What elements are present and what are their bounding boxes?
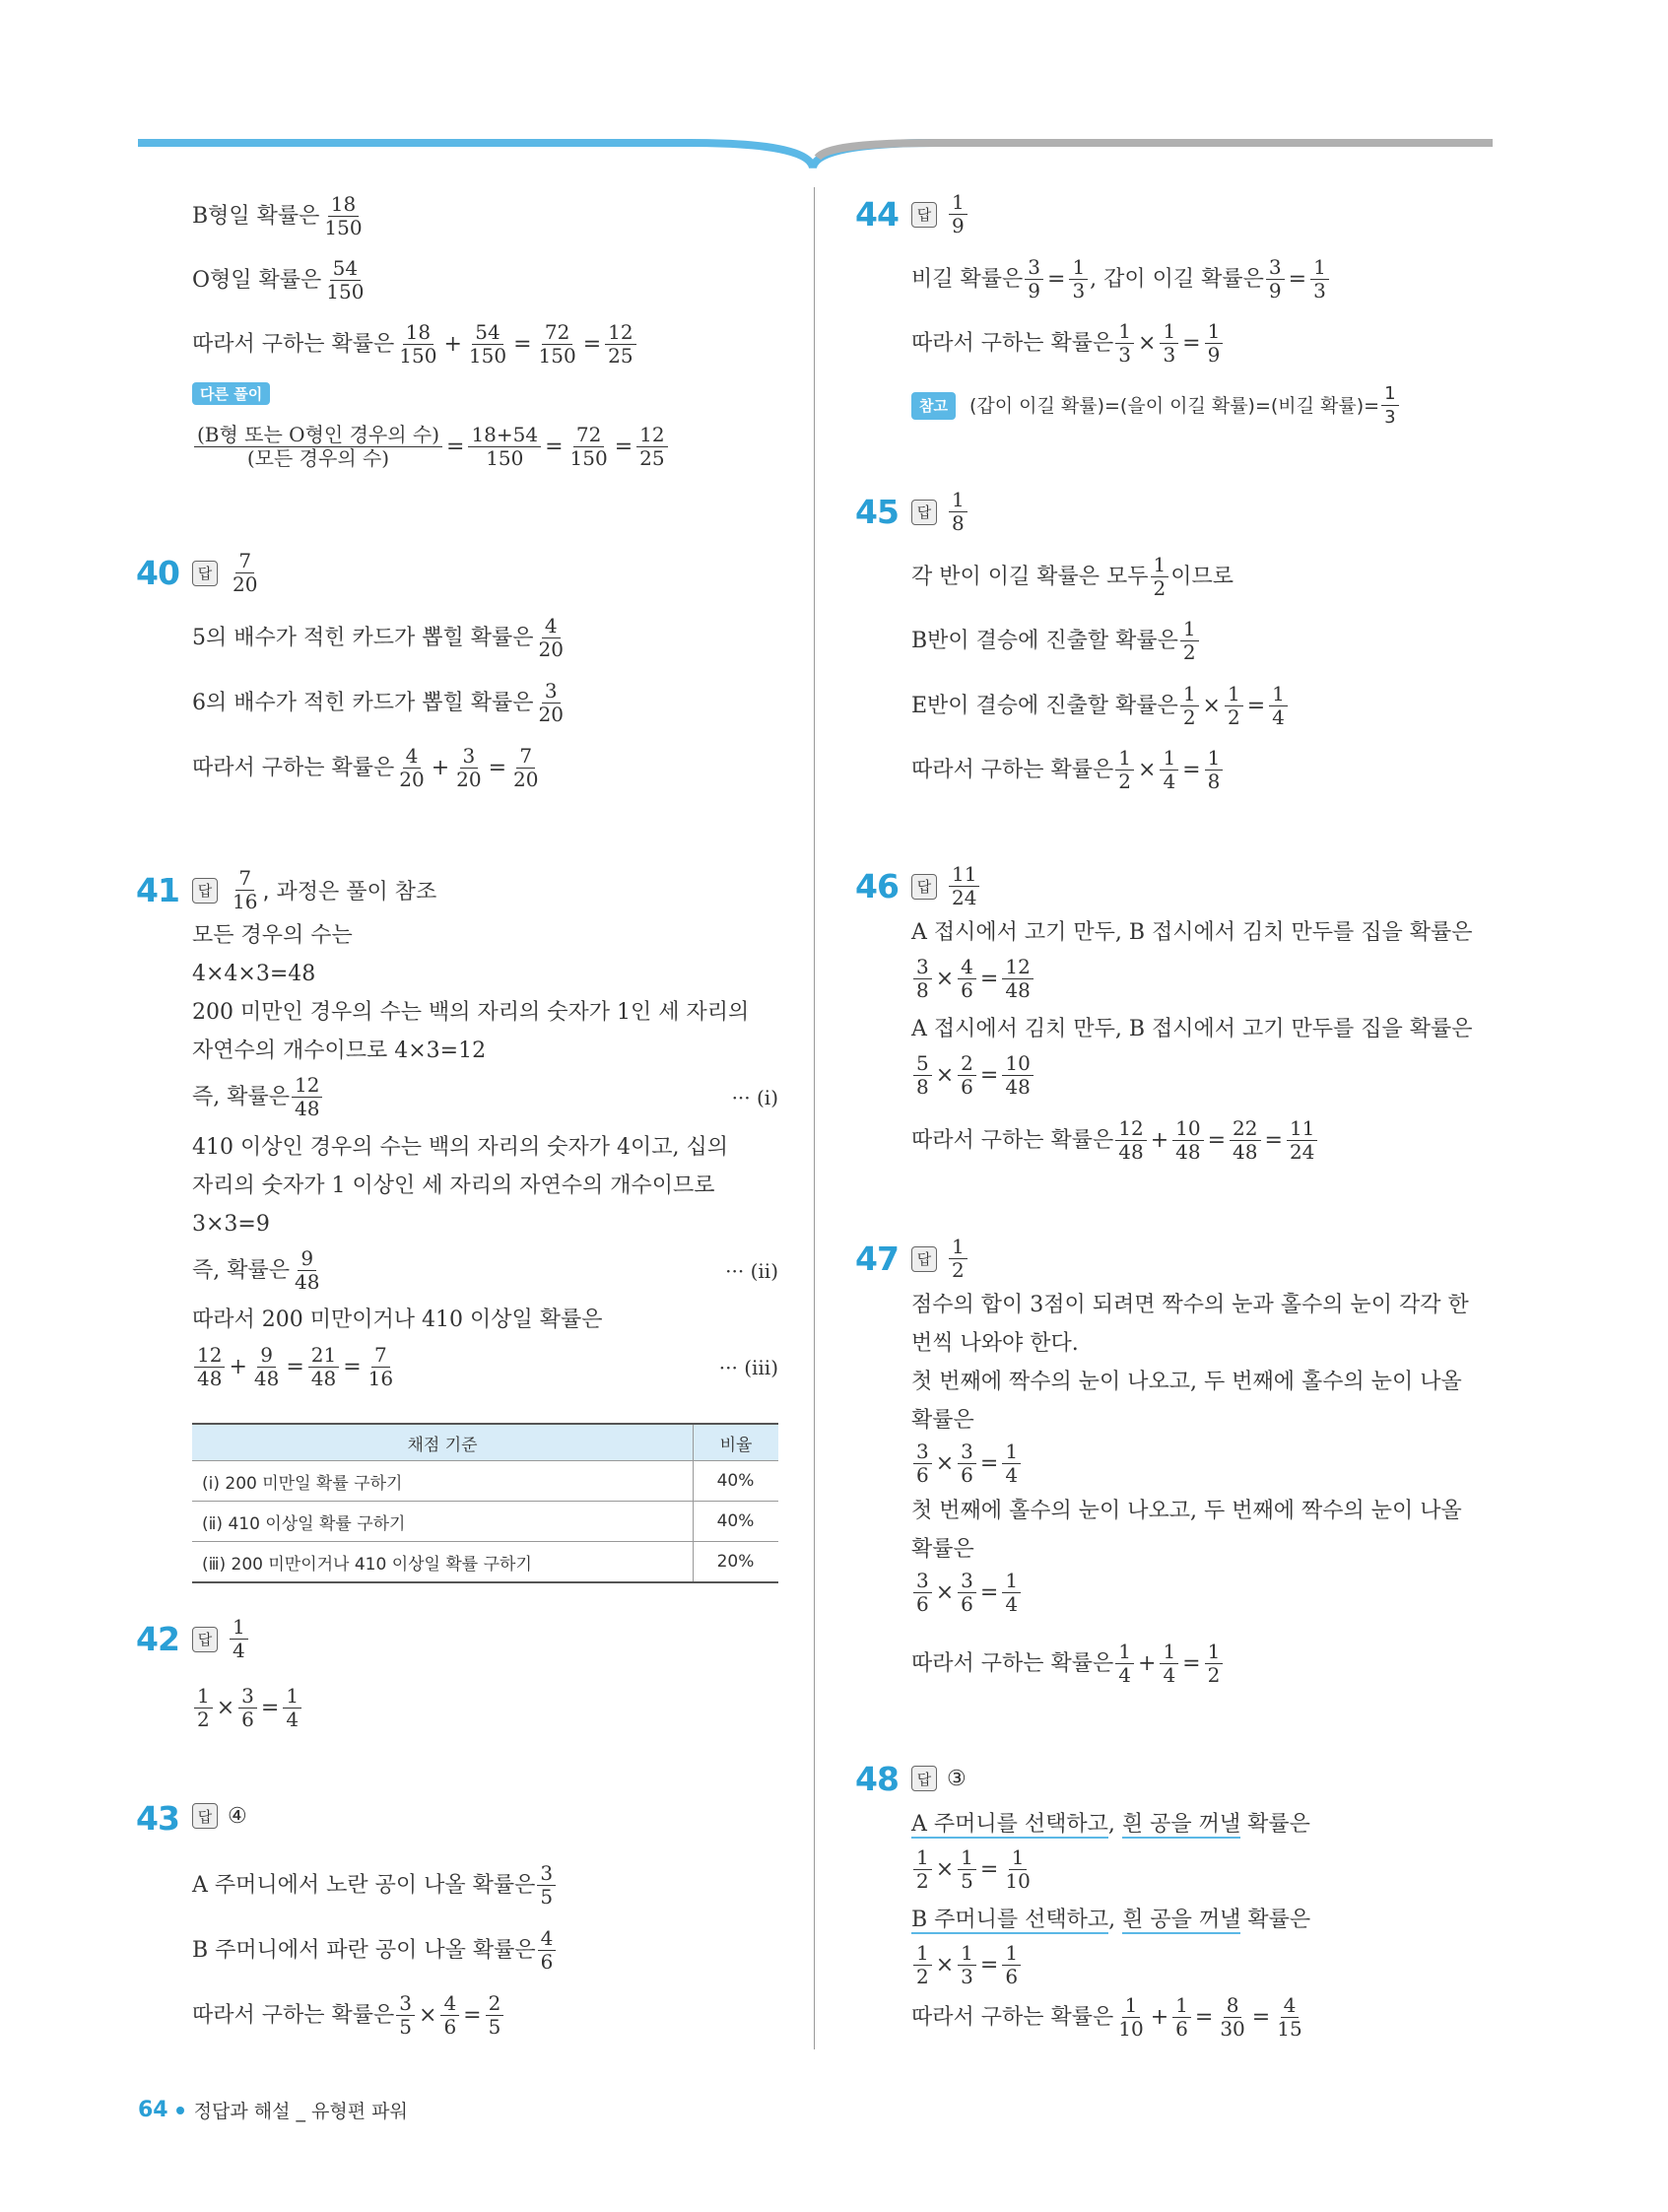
p40-line-1: 5의 배수가 적힌 카드가 뽑힐 확률은 $\frac{4}{20}$ — [192, 614, 564, 661]
problem-41-answer: 답 $\frac{7}{16}$ , 과정은 풀이 참조 — [192, 867, 436, 913]
p47-line-2: $\frac{3}{6}$ × $\frac{3}{6}$ = $\frac{1}{4}$ — [911, 1570, 1023, 1616]
p42-line-1: $\frac{1}{2}$ × $\frac{3}{6}$ = $\frac{1}{4}$ — [192, 1685, 303, 1731]
problem-46-number: 46 — [855, 867, 899, 905]
p47-text-3: 첫 번째에 짝수의 눈이 나오고, 두 번째에 홀수의 눈이 나올 — [911, 1370, 1462, 1394]
p40-line-3: 따라서 구하는 확률은 $\frac{4}{20}$ + $\frac{3}{20}$ = $\frac{7}{20}$ — [192, 744, 539, 791]
scoring-table — [192, 1423, 778, 1583]
table-row: (ⅲ) 200 미만이거나 410 이상일 확률 구하기 20% — [192, 1542, 778, 1583]
p47-text-6: 확률은 — [911, 1537, 974, 1562]
p41-text-3: 200 미만인 경우의 수는 백의 자리의 숫자가 1인 세 자리의 — [192, 1000, 750, 1025]
p47-line-3: 따라서 구하는 확률은 $\frac{1}{4}$ + $\frac{1}{4}$ = $\frac{1}{2}$ — [911, 1641, 1225, 1687]
p41-line-11: $\frac{12}{48}$ + $\frac{9}{48}$ = $\frac{21}{48}$ = $\frac{7}{16}$ ··· (ⅲ) — [192, 1344, 778, 1390]
p48-text-2: B 주머니를 선택하고, 흰 공을 꺼낼 확률은 — [911, 1908, 1311, 1932]
p46-text-1: A 접시에서 고기 만두, B 접시에서 김치 만두를 집을 확률은 — [911, 920, 1473, 945]
problem-41-number: 41 — [136, 871, 179, 909]
top-decorative-bar — [138, 138, 1493, 177]
p45-line-4: 따라서 구하는 확률은 $\frac{1}{2}$ × $\frac{1}{4}$ = $\frac{1}{8}$ — [911, 747, 1225, 793]
p41-line-5: 즉, 확률은 $\frac{12}{48}$ ··· (ⅰ) — [192, 1073, 778, 1120]
p45-line-1: 각 반이 이길 확률은 모두 $\frac{1}{2}$ 이므로 — [911, 553, 1234, 600]
alt-solution-tag: 다른 풀이 — [192, 382, 270, 405]
p44-reference: 참고 (갑이 이길 확률)=(을이 이길 확률)=(비길 확률)= $\frac{1}{3}$ — [911, 382, 1401, 429]
p44-line-1: 비길 확률은 $\frac{3}{9}$ = $\frac{1}{3}$ , 갑이 이길 확률은 $\frac{3}{9}$ = $\frac{1}{3}$ — [911, 256, 1331, 302]
p41-text-10: 따라서 200 미만이거나 410 이상일 확률은 — [192, 1307, 603, 1332]
problem-47-answer: 답 $\frac{1}{2}$ — [911, 1236, 969, 1282]
problem-45-answer: 답 $\frac{1}{8}$ — [911, 489, 969, 535]
problem-47-number: 47 — [855, 1240, 899, 1278]
bullet-dot-icon — [176, 2107, 184, 2114]
p43-line-1: A 주머니에서 노란 공이 나올 확률은 $\frac{3}{5}$ — [192, 1862, 558, 1909]
cont-line-2: O형일 확률은 $\frac{54}{150}$ — [192, 256, 365, 303]
p46-line-3: 따라서 구하는 확률은 $\frac{12}{48}$ + $\frac{10}{48}$ = $\frac{22}{48}$ = $\frac{11}{24}$ — [911, 1117, 1319, 1164]
p46-line-1: $\frac{3}{8}$ × $\frac{4}{6}$ = $\frac{12}{48}$ — [911, 956, 1035, 1002]
problem-48-number: 48 — [855, 1760, 899, 1798]
p41-line-9: 즉, 확률은 $\frac{9}{48}$ ··· (ⅱ) — [192, 1246, 778, 1294]
p40-line-2: 6의 배수가 적힌 카드가 뽑힐 확률은 $\frac{3}{20}$ — [192, 679, 564, 726]
page-number: 64 — [138, 2098, 168, 2122]
table-row: (ⅰ) 200 미만일 확률 구하기 40% — [192, 1461, 778, 1502]
p45-line-2: B반이 결승에 진출할 확률은 $\frac{1}{2}$ — [911, 618, 1201, 664]
p41-text-6: 410 이상인 경우의 수는 백의 자리의 숫자가 4이고, 십의 — [192, 1135, 728, 1160]
p48-text-1: A 주머니를 선택하고, 흰 공을 꺼낼 확률은 — [911, 1812, 1310, 1837]
cont-line-3: 따라서 구하는 확률은 $\frac{18}{150}$ + $\frac{54}{150}$ = $\frac{72}{150}$ = $\frac{12}{25}$ — [192, 321, 638, 368]
problem-48-answer: 답 ③ — [911, 1766, 967, 1791]
p41-text-4: 자연수의 개수이므로 4×3=12 — [192, 1039, 487, 1063]
page-footer — [138, 2097, 408, 2123]
p46-line-2: $\frac{5}{8}$ × $\frac{2}{6}$ = $\frac{10}{48}$ — [911, 1052, 1035, 1099]
problem-44-number: 44 — [855, 195, 899, 234]
p41-text-1: 모든 경우의 수는 — [192, 923, 353, 948]
cont-line-1: B형일 확률은 $\frac{18}{150}$ — [192, 192, 363, 239]
problem-42-answer: 답 $\frac{1}{4}$ — [192, 1616, 250, 1662]
p47-line-1: $\frac{3}{6}$ × $\frac{3}{6}$ = $\frac{1}{4}$ — [911, 1441, 1023, 1487]
scoring-header-criteria: 채점 기준 — [192, 1424, 694, 1461]
p47-text-5: 첫 번째에 홀수의 눈이 나오고, 두 번째에 짝수의 눈이 나올 — [911, 1499, 1462, 1523]
problem-45-number: 45 — [855, 493, 899, 531]
p43-line-3: 따라서 구하는 확률은 $\frac{3}{5}$ × $\frac{4}{6}$ = $\frac{2}{5}$ — [192, 1992, 505, 2039]
column-divider — [814, 187, 815, 2049]
problem-40-number: 40 — [136, 554, 179, 592]
scoring-header-ratio: 비율 — [694, 1424, 779, 1461]
table-row: (ⅱ) 410 이상일 확률 구하기 40% — [192, 1502, 778, 1542]
p43-line-2: B 주머니에서 파란 공이 나올 확률은 $\frac{4}{6}$ — [192, 1927, 558, 1974]
p48-line-3: 따라서 구하는 확률은 $\frac{1}{10}$ + $\frac{1}{6}$ = $\frac{8}{30}$ = $\frac{4}{15}$ — [911, 1993, 1302, 2041]
p41-text-7: 자리의 숫자가 1 이상인 세 자리의 자연수의 개수이므로 — [192, 1173, 715, 1198]
p46-text-2: A 접시에서 김치 만두, B 접시에서 고기 만두를 집을 확률은 — [911, 1017, 1473, 1041]
p47-text-2: 번씩 나와야 한다. — [911, 1331, 1079, 1356]
footer-title: 정답과 해설 _ 유형편 파워 — [193, 2101, 408, 2122]
p41-text-8: 3×3=9 — [192, 1212, 270, 1237]
cont-line-4: $\frac{\text{(B형 또는 O형인 경우의 수)}}{\text{(모든 경우의 수)}}$ = $\frac{18+54}{150}$ = $\frac{72}{150}$ = $\frac{12}{25}$ — [192, 424, 670, 470]
problem-40-answer: 답 $\frac{7}{20}$ — [192, 550, 262, 596]
problem-43-answer: 답 ④ — [192, 1803, 247, 1829]
p48-line-2: $\frac{1}{2}$ × $\frac{1}{3}$ = $\frac{1}{6}$ — [911, 1942, 1023, 1988]
p48-line-1: $\frac{1}{2}$ × $\frac{1}{5}$ = $\frac{1}{10}$ — [911, 1846, 1035, 1893]
p44-line-2: 따라서 구하는 확률은 $\frac{1}{3}$ × $\frac{1}{3}$ = $\frac{1}{9}$ — [911, 320, 1225, 367]
p41-text-2: 4×4×3=48 — [192, 962, 316, 986]
problem-44-answer: 답 $\frac{1}{9}$ — [911, 191, 969, 237]
p47-text-1: 점수의 합이 3점이 되려면 짝수의 눈과 홀수의 눈이 각각 한 — [911, 1293, 1469, 1317]
p45-line-3: E반이 결승에 진출할 확률은 $\frac{1}{2}$ × $\frac{1}{2}$ = $\frac{1}{4}$ — [911, 683, 1290, 729]
p47-text-4: 확률은 — [911, 1408, 974, 1433]
problem-46-answer: 답 $\frac{11}{24}$ — [911, 863, 981, 909]
problem-43-number: 43 — [136, 1799, 179, 1838]
problem-42-number: 42 — [136, 1620, 179, 1658]
